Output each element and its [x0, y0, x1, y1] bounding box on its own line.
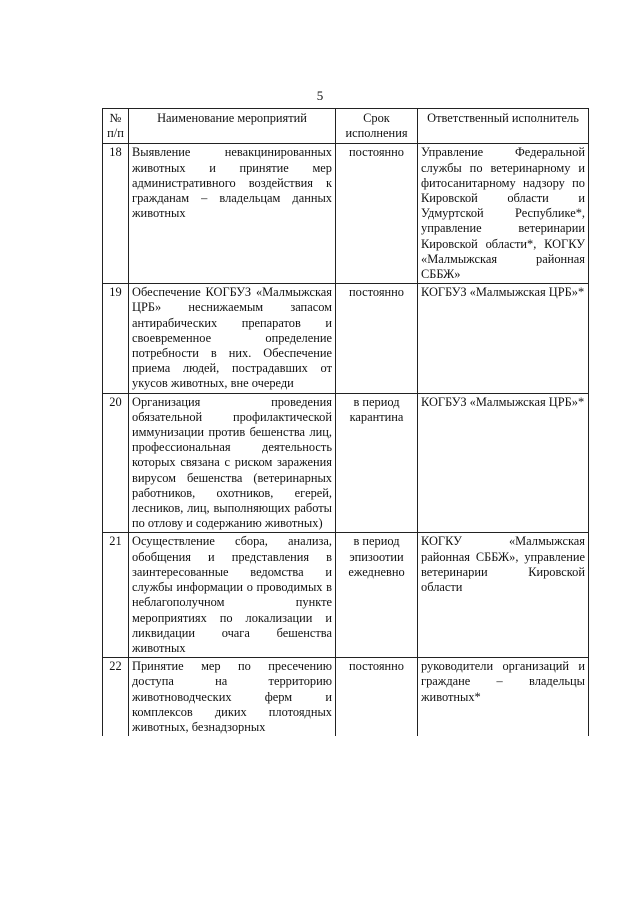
- row-term: постоянно: [336, 284, 418, 393]
- row-term: постоянно: [336, 144, 418, 284]
- header-responsible: Ответственный исполнитель: [418, 109, 589, 144]
- row-number: 22: [103, 658, 129, 737]
- row-term: в период эпизоотии ежедневно: [336, 533, 418, 658]
- row-responsible: КОГБУЗ «Малмыжская ЦРБ»*: [418, 284, 589, 393]
- row-number: 20: [103, 393, 129, 533]
- row-measure: Выявление невакцинированных животных и принятие мер административного воздействия к гражданам – владельцам данных животных: [129, 144, 336, 284]
- measures-table: [102, 108, 589, 736]
- row-responsible: КОГКУ «Малмыжская районная СББЖ», управление ветеринарии Кировской области: [418, 533, 589, 658]
- row-measure: Осуществление сбора, анализа, обобщения и представления в заинтересованные ведомства и службы информации о проводимых в неблагополучном пункте мероприятиях по локализации и ликвидации очага бешенства животных: [129, 533, 336, 658]
- row-measure: Принятие мер по пресечению доступа на территорию животноводческих ферм и комплексов диких плотоядных животных, безнадзорных: [129, 658, 336, 737]
- header-name: Наименование мероприятий: [129, 109, 336, 144]
- row-number: 18: [103, 144, 129, 284]
- page-number: 5: [316, 88, 324, 103]
- table-row: [103, 393, 589, 533]
- table-row: [103, 284, 589, 393]
- table-header-row: [103, 109, 589, 144]
- row-measure: Обеспечение КОГБУЗ «Малмыжская ЦРБ» неснижаемым запасом антирабических препаратов и своевременное определение потребности в них. Обеспечение приема людей, пострадавших от укусов животных, вне очереди: [129, 284, 336, 393]
- row-number: 21: [103, 533, 129, 658]
- table-row: [103, 144, 589, 284]
- table-row: [103, 533, 589, 658]
- row-term: постоянно: [336, 658, 418, 737]
- row-responsible: руководители организаций и граждане – владельцы животных*: [418, 658, 589, 737]
- header-num: № п/п: [103, 109, 129, 144]
- row-responsible: КОГБУЗ «Малмыжская ЦРБ»*: [418, 393, 589, 533]
- table-row: [103, 658, 589, 737]
- row-measure: Организация проведения обязательной профилактической иммунизации против бешенства лиц, профессиональная деятельность которых связана с риском заражения вирусом бешенства (ветеринарных работников, охотников, егерей, лесников, лиц, выполняющих работы по отлову и содержанию животных): [129, 393, 336, 533]
- header-term: Срок исполнения: [336, 109, 418, 144]
- row-term: в период карантина: [336, 393, 418, 533]
- row-responsible: Управление Федеральной службы по ветеринарному и фитосанитарному надзору по Кировской области и Удмуртской Республике*, управление ветеринарии Кировской области*, КОГКУ «Малмыжская районная СББЖ»: [418, 144, 589, 284]
- row-number: 19: [103, 284, 129, 393]
